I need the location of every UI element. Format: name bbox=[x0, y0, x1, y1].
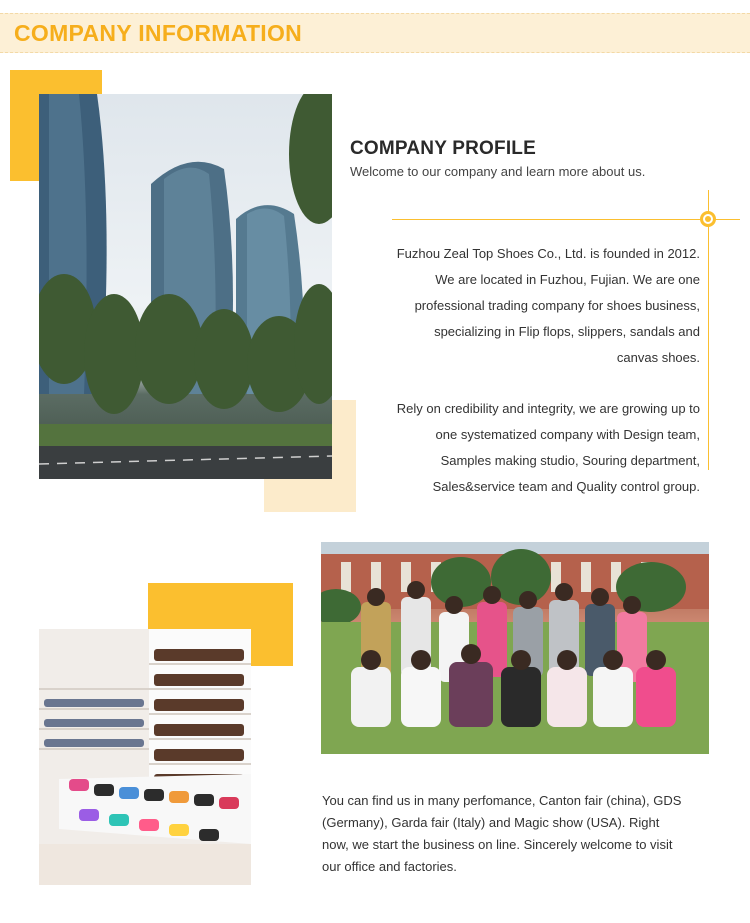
paragraph-line: specializing in Flip flops, slippers, sandals and bbox=[434, 324, 700, 339]
paragraph-line: You can find us in many perfomance, Canton fair (china), GDS bbox=[322, 793, 682, 808]
paragraph-line: our office and factories. bbox=[322, 859, 457, 874]
paragraph-line: professional trading company for shoes business, bbox=[414, 298, 700, 313]
ring-icon bbox=[700, 211, 716, 227]
shoe-store-photo bbox=[39, 629, 251, 885]
divider-horizontal bbox=[392, 219, 740, 220]
paragraph-line: now, we start the business on line. Sincerely welcome to visit bbox=[322, 837, 673, 852]
paragraph-line: Sales&service team and Quality control group. bbox=[432, 479, 700, 494]
paragraph-line: canvas shoes. bbox=[616, 350, 700, 365]
team-photo bbox=[321, 542, 709, 754]
page-title: COMPANY INFORMATION bbox=[14, 20, 303, 46]
profile-title: COMPANY PROFILE bbox=[350, 138, 536, 159]
paragraph-line: We are located in Fuzhou, Fujian. We are one bbox=[435, 272, 700, 287]
paragraph-line: one systematized company with Design team, bbox=[435, 427, 700, 442]
paragraph-line: Fuzhou Zeal Top Shoes Co., Ltd. is founded in 2012. bbox=[396, 246, 700, 261]
paragraph-line: Samples making studio, Souring department, bbox=[440, 453, 700, 468]
divider-vertical bbox=[708, 190, 709, 470]
profile-paragraph-1 bbox=[340, 241, 700, 371]
building-photo bbox=[39, 94, 332, 479]
paragraph-line: Rely on credibility and integrity, we are growing up to bbox=[396, 401, 700, 416]
bottom-paragraph bbox=[322, 790, 722, 878]
profile-subtitle: Welcome to our company and learn more about us. bbox=[350, 164, 646, 179]
paragraph-line: (Germany), Garda fair (Italy) and Magic show (USA). Right bbox=[322, 815, 660, 830]
profile-paragraph-2 bbox=[340, 396, 700, 500]
